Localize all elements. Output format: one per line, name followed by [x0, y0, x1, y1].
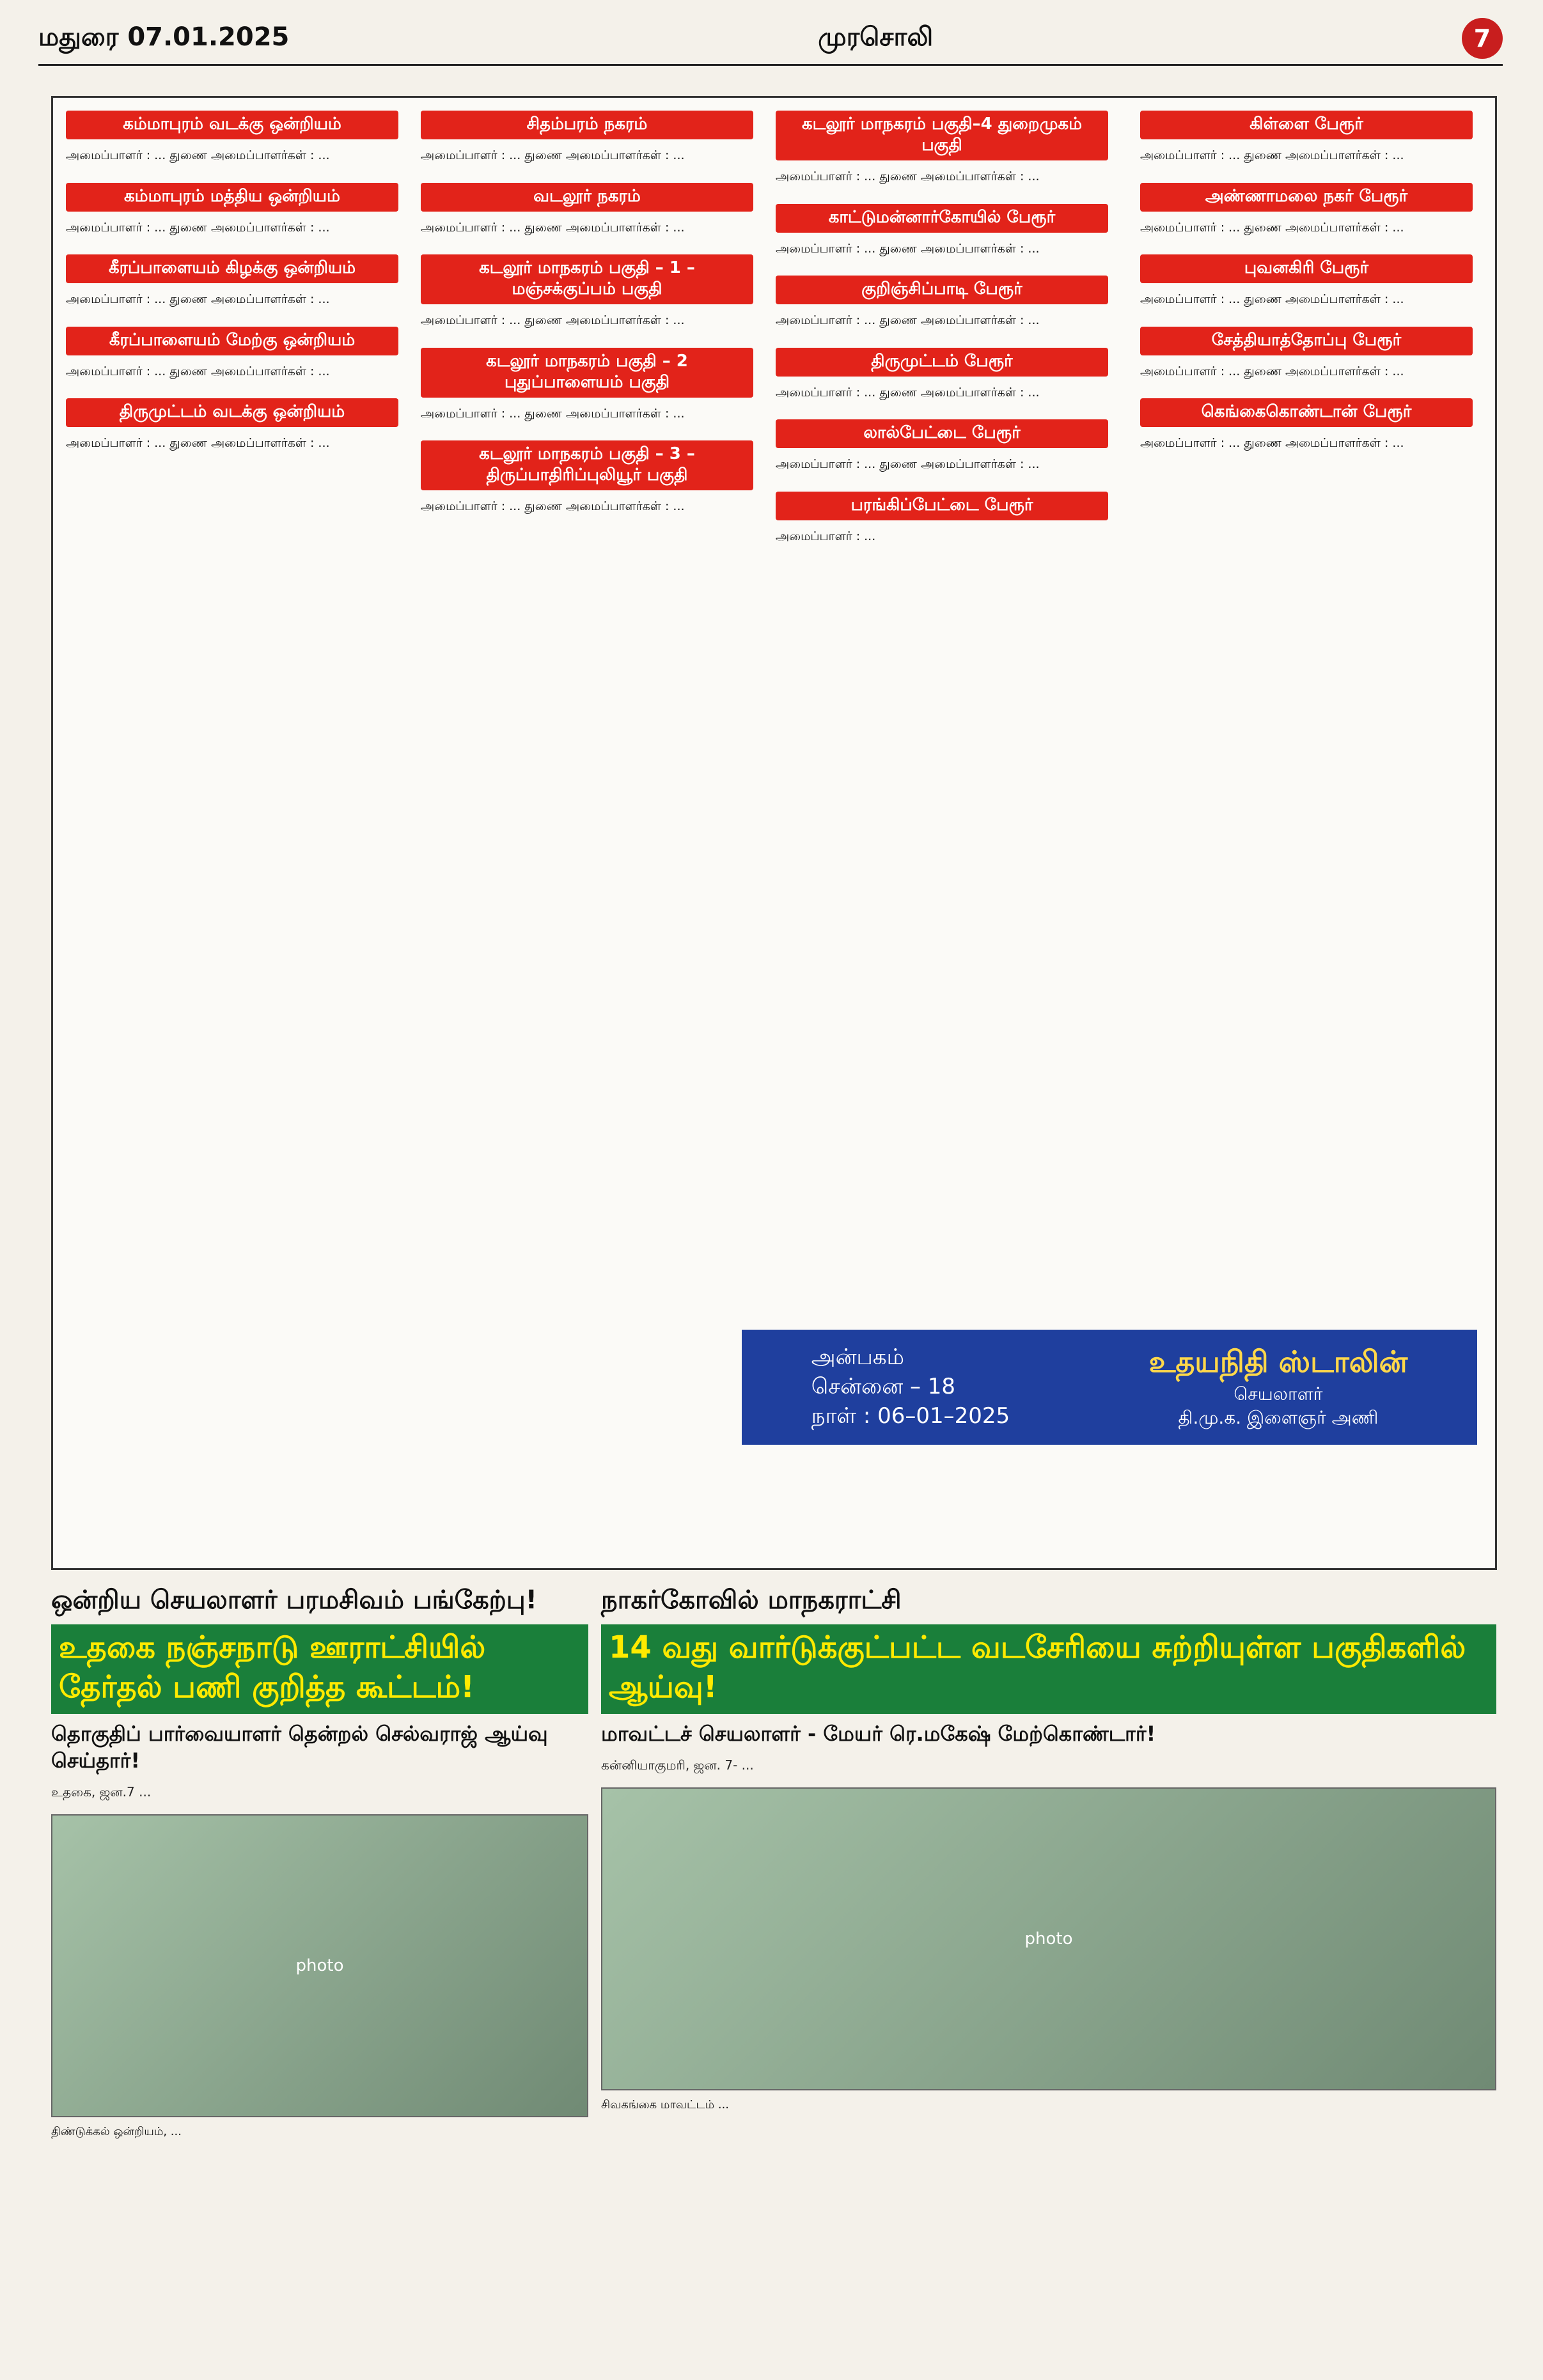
signatory [1149, 1344, 1407, 1431]
section-title: கம்மாபுரம் வடக்கு ஒன்றியம் [66, 111, 398, 139]
notice-column [1140, 111, 1473, 471]
signatory-wing: தி.மு.க. இளைஞர் அணி [1178, 1406, 1379, 1428]
section-body: அமைப்பாளர் : ... துணை அமைப்பாளர்கள் : ... [421, 313, 685, 328]
story-excerpt: உதகை, ஜன.7 ... [51, 1784, 152, 1800]
notice-section [66, 183, 398, 237]
section-title: காட்டுமன்னார்கோயில் பேரூர் [776, 204, 1108, 233]
section-body: அமைப்பாளர் : ... துணை அமைப்பாளர்கள் : ... [1140, 292, 1404, 307]
section-body: அமைப்பாளர் : ... துணை அமைப்பாளர்கள் : ... [66, 364, 330, 378]
notice-section [66, 111, 398, 165]
section-title: அண்ணாமலை நகர் பேரூர் [1140, 183, 1473, 212]
notice-section [421, 254, 753, 330]
story-kicker: நாகர்கோவில் மாநகராட்சி [601, 1585, 902, 1615]
section-title: கம்மாபுரம் மத்திய ஒன்றியம் [66, 183, 398, 212]
section-body: அமைப்பாளர் : ... துணை அமைப்பாளர்கள் : ... [66, 436, 330, 451]
section-title: குறிஞ்சிப்பாடி பேரூர் [776, 276, 1108, 304]
section-body: அமைப்பாளர் : ... துணை அமைப்பாளர்கள் : ... [66, 148, 330, 162]
section-title: கீரப்பாளையம் கிழக்கு ஒன்றியம் [66, 254, 398, 283]
notice-column [66, 111, 398, 471]
section-body: அமைப்பாளர் : ... துணை அமைப்பாளர்கள் : ... [421, 406, 685, 421]
story-photo: photo [601, 1787, 1496, 2090]
notice-section [1140, 254, 1473, 309]
story-subhead: மாவட்டச் செயலாளர் - மேயர் ரெ.மகேஷ் மேற்கொண்டார்! [601, 1722, 1156, 1746]
address-line: அன்பகம் [811, 1344, 904, 1371]
section-title: புவனகிரி பேரூர் [1140, 254, 1473, 283]
notice-section [776, 419, 1108, 474]
section-title: கிள்ளை பேரூர் [1140, 111, 1473, 139]
section-body: அமைப்பாளர் : ... துணை அமைப்பாளர்கள் : ... [1140, 364, 1404, 378]
notice-column [421, 111, 753, 534]
photo-caption: திண்டுக்கல் ஒன்றியம், ... [51, 2125, 182, 2138]
notice-section [776, 204, 1108, 258]
notice-section [776, 348, 1108, 402]
notice-section [66, 254, 398, 309]
section-title: வடலூர் நகரம் [421, 183, 753, 212]
notice-section [1140, 398, 1473, 453]
section-title: லால்பேட்டை பேரூர் [776, 419, 1108, 448]
section-title: கடலூர் மாநகரம் பகுதி – 1 – மஞ்சக்குப்பம் பகுதி [421, 254, 753, 304]
notice-section [421, 440, 753, 516]
notice-section [776, 492, 1108, 546]
story-headline: உதகை நஞ்சநாடு ஊராட்சியில் தேர்தல் பணி குறித்த கூட்டம்! [51, 1624, 588, 1714]
signatory-name: உதயநிதி ஸ்டாலின் [1148, 1344, 1408, 1379]
story-subhead: தொகுதிப் பார்வையாளர் தென்றல் செல்வராஜ் ஆய்வு செய்தார்! [51, 1722, 548, 1773]
notice-section [421, 183, 753, 237]
masthead [38, 13, 1503, 66]
signatory-role: செயலாளர் [1234, 1383, 1323, 1404]
notice-section [776, 276, 1108, 330]
section-title: கடலூர் மாநகரம் பகுதி – 2 புதுப்பாளையம் பகுதி [421, 348, 753, 398]
address-line: சென்னை – 18 [811, 1374, 956, 1400]
section-title: சிதம்பரம் நகரம் [421, 111, 753, 139]
notice-section [66, 327, 398, 381]
section-body: அமைப்பாளர் : ... துணை அமைப்பாளர்கள் : ... [1140, 436, 1404, 451]
photo-caption: சிவகங்கை மாவட்டம் ... [601, 2098, 730, 2112]
address-line: நாள் : 06–01–2025 [811, 1403, 1010, 1429]
notice-section [421, 348, 753, 423]
story-excerpt: கன்னியாகுமரி, ஜன. 7- ... [601, 1757, 754, 1773]
section-title: பரங்கிப்பேட்டை பேரூர் [776, 492, 1108, 520]
signature-address [811, 1343, 1010, 1431]
story-kicker: ஒன்றிய செயலாளர் பரமசிவம் பங்கேற்பு! [51, 1585, 537, 1615]
section-body: அமைப்பாளர் : ... துணை அமைப்பாளர்கள் : ... [776, 313, 1040, 328]
section-body: அமைப்பாளர் : ... துணை அமைப்பாளர்கள் : ... [776, 169, 1040, 183]
section-title: கடலூர் மாநகரம் பகுதி – 3 – திருப்பாதிரிப்புலியூர் பகுதி [421, 440, 753, 490]
section-body: அமைப்பாளர் : ... துணை அமைப்பாளர்கள் : ... [421, 220, 685, 235]
story-photo: photo [51, 1814, 588, 2117]
section-body: அமைப்பாளர் : ... துணை அமைப்பாளர்கள் : ... [776, 385, 1040, 400]
section-body: அமைப்பாளர் : ... துணை அமைப்பாளர்கள் : ... [66, 292, 330, 307]
section-body: அமைப்பாளர் : ... துணை அமைப்பாளர்கள் : ... [776, 241, 1040, 256]
section-body: அமைப்பாளர் : ... [776, 529, 876, 543]
news-story-right [601, 1585, 1496, 2113]
section-body: அமைப்பாளர் : ... துணை அமைப்பாளர்கள் : ... [421, 148, 685, 162]
section-body: அமைப்பாளர் : ... துணை அமைப்பாளர்கள் : ... [776, 457, 1040, 472]
section-title: கெங்கைகொண்டான் பேரூர் [1140, 398, 1473, 427]
section-body: அமைப்பாளர் : ... துணை அமைப்பாளர்கள் : ... [1140, 220, 1404, 235]
section-title: கீரப்பாளையம் மேற்கு ஒன்றியம் [66, 327, 398, 355]
notice-section [1140, 111, 1473, 165]
city-date: மதுரை 07.01.2025 [38, 22, 290, 52]
paper-name: முரசொலி [818, 22, 934, 52]
section-body: அமைப்பாளர் : ... துணை அமைப்பாளர்கள் : ... [1140, 148, 1404, 162]
notice-section [421, 111, 753, 165]
notice-section [66, 398, 398, 453]
notice-column [776, 111, 1108, 563]
section-body: அமைப்பாளர் : ... துணை அமைப்பாளர்கள் : ... [66, 220, 330, 235]
notice-section [1140, 183, 1473, 237]
section-title: திருமுட்டம் பேரூர் [776, 348, 1108, 377]
section-title: கடலூர் மாநகரம் பகுதி–4 துறைமுகம் பகுதி [776, 111, 1108, 160]
section-body: அமைப்பாளர் : ... துணை அமைப்பாளர்கள் : ... [421, 499, 685, 514]
news-story-left [51, 1585, 588, 2140]
page-number: 7 [1462, 18, 1503, 59]
signature-block [742, 1330, 1477, 1445]
section-title: திருமுட்டம் வடக்கு ஒன்றியம் [66, 398, 398, 427]
notice-section [1140, 327, 1473, 381]
notice-section [776, 111, 1108, 186]
story-headline: 14 வது வார்டுக்குட்பட்ட வடசேரியை சுற்றியுள்ள பகுதிகளில் ஆய்வு! [601, 1624, 1496, 1714]
section-title: சேத்தியாத்தோப்பு பேரூர் [1140, 327, 1473, 355]
